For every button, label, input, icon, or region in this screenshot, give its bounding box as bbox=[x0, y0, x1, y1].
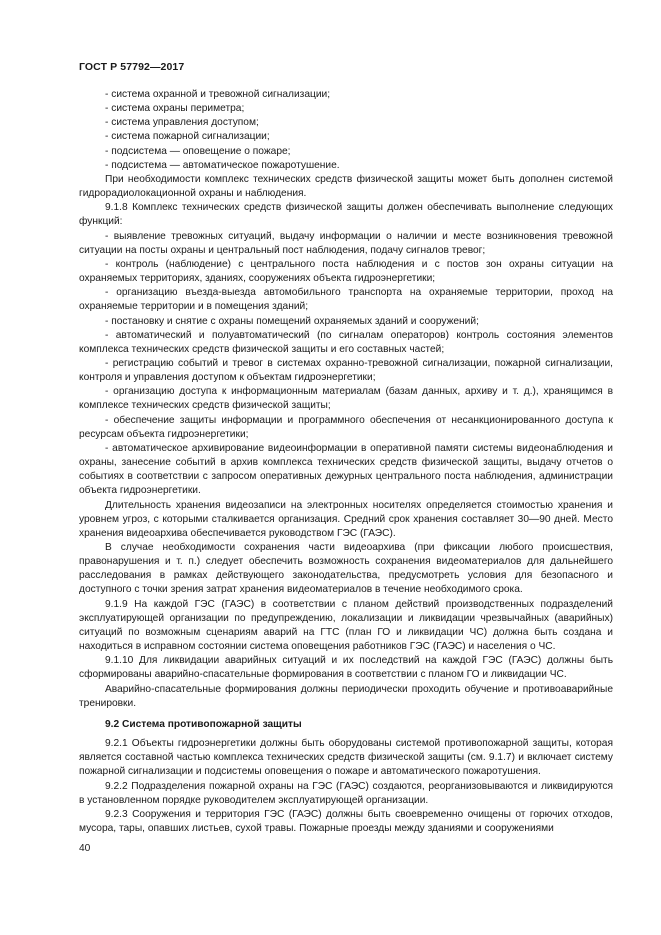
paragraph: - подсистема — оповещение о пожаре; bbox=[105, 145, 291, 157]
paragraph: Длительность хранения видеозаписи на электронных носителях определяется стоимостью хранения и уровнем угроз, с которыми сталкивается организация. Средний срок хранения составляет 30—90 дней. Место хранения видеоархива обеспечивается руководством ГЭС (ГАЭС). bbox=[79, 499, 613, 539]
paragraph: - система пожарной сигнализации; bbox=[105, 131, 270, 143]
document-body bbox=[79, 88, 613, 836]
paragraph: 9.1.10 Для ликвидации аварийных ситуаций и их последствий на каждой ГЭС (ГАЭС) должны быть сформированы аварийно-спасательные формирования в соответствии с планом ГО и ликвидации ЧС. bbox=[79, 655, 613, 681]
paragraph: При необходимости комплекс технических средств физической защиты может быть дополнен системой гидрорадиолокационной охраны и наблюдения. bbox=[79, 173, 613, 200]
paragraph: 9.1.8 Комплекс технических средств физической защиты должен обеспечивать выполнение следующих функций: bbox=[79, 202, 613, 228]
paragraph: - контроль (наблюдение) с центрального поста наблюдения и с постов зон охраны ситуации на охраняемых территориях, зданиях, сооружениях объекта гидроэнергетики; bbox=[79, 258, 613, 285]
paragraph: - система охранной и тревожной сигнализации; bbox=[105, 89, 331, 100]
paragraph: Аварийно-спасательные формирования должны периодически проходить обучение и противоаварийные тренировки. bbox=[79, 683, 613, 709]
page-number: 40 bbox=[79, 843, 91, 854]
paragraph: - постановку и снятие с охраны помещений охраняемых зданий и сооружений; bbox=[105, 315, 479, 327]
paragraph: 9.2.1 Объекты гидроэнергетики должны быть оборудованы системой противопожарной защиты, которая является составной частью комплекса технических средств физической защиты (см. 9.1.7) и включает систему пожарной сигнализации и подсистемы оповещения о пожаре и автоматического пожаротушения. bbox=[79, 738, 613, 778]
section-title: 9.2 Система противопожарной защиты bbox=[105, 718, 302, 730]
paragraph: - организацию доступа к информационным материалам (базам данных, архиву и т. д.), хранящимся в комплексе технических средств физической защиты; bbox=[79, 386, 613, 412]
paragraph: 9.1.9 На каждой ГЭС (ГАЭС) в соответствии с планом действий производственных подразделений эксплуатирующей организации по предупреждению, локализации и ликвидации чрезвычайных (аварийных) ситуаций по возможным сценариям аварий на ГТС (план ГО и ликвидации ЧС) должна быть создана и находиться в исправном состоянии система оповещения работников ГЭС (ГАЭС) и населения о ЧС. bbox=[79, 598, 613, 653]
paragraph: - обеспечение защиты информации и программного обеспечения от несанкционированного доступа к ресурсам объекта гидроэнергетики; bbox=[79, 414, 613, 440]
paragraph: - регистрацию событий и тревог в системах охранно-тревожной сигнализации, пожарной сигнализации, контроля и управления доступом к объектам гидроэнергетики; bbox=[79, 357, 613, 384]
paragraph: - выявление тревожных ситуаций, выдачу информации о наличии и месте возникновения тревожной ситуации на посты охраны и центральный пост наблюдения, подачу сигналов тревог; bbox=[79, 230, 613, 256]
paragraph: 9.2.3 Сооружения и территория ГЭС (ГАЭС) должны быть своевременно очищены от горючих отходов, мусора, тары, опавших листьев, сухой травы. Пожарные проезды между зданиями и сооружениями bbox=[79, 808, 613, 834]
paragraph: - автоматическое архивирование видеоинформации в оперативной памяти системы видеонаблюдения и охраны, занесение событий в архив комплекса технических средств физической защиты, выдачу отчетов о событиях в соответствии с запросом оперативных дежурных центрального поста наблюдения, администрации объекта гидроэнергетики. bbox=[79, 442, 613, 497]
paragraph: - автоматический и полуавтоматический (по сигналам операторов) контроль состояния элементов комплекса технических средств физической защиты и его составных частей; bbox=[79, 329, 613, 355]
paragraph: - подсистема — автоматическое пожаротушение. bbox=[105, 159, 340, 171]
paragraph: - организацию въезда-выезда автомобильного транспорта на охраняемые территории, проход на охраняемые территории и в помещения зданий; bbox=[79, 287, 613, 313]
standard-header: ГОСТ Р 57792—2017 bbox=[79, 61, 185, 73]
paragraph: 9.2.2 Подразделения пожарной охраны на ГЭС (ГАЭС) создаются, реорганизовываются и ликвидируются в установленном порядке руководителем эксплуатирующей организации. bbox=[79, 780, 613, 806]
paragraph: - система управления доступом; bbox=[105, 117, 259, 129]
paragraph: - система охраны периметра; bbox=[105, 103, 245, 115]
paragraph: В случае необходимости сохранения части видеоархива (при фиксации любого происшествия, правонарушения и т. п.) следует обеспечить возможность сохранения видеоматериалов для дальнейшего расследования в рамках действующего законодательства, предусмотреть условия для безопасного и доступного с точки зрения затрат хранения видеоматериалов в течение необходимого срока. bbox=[79, 542, 613, 596]
